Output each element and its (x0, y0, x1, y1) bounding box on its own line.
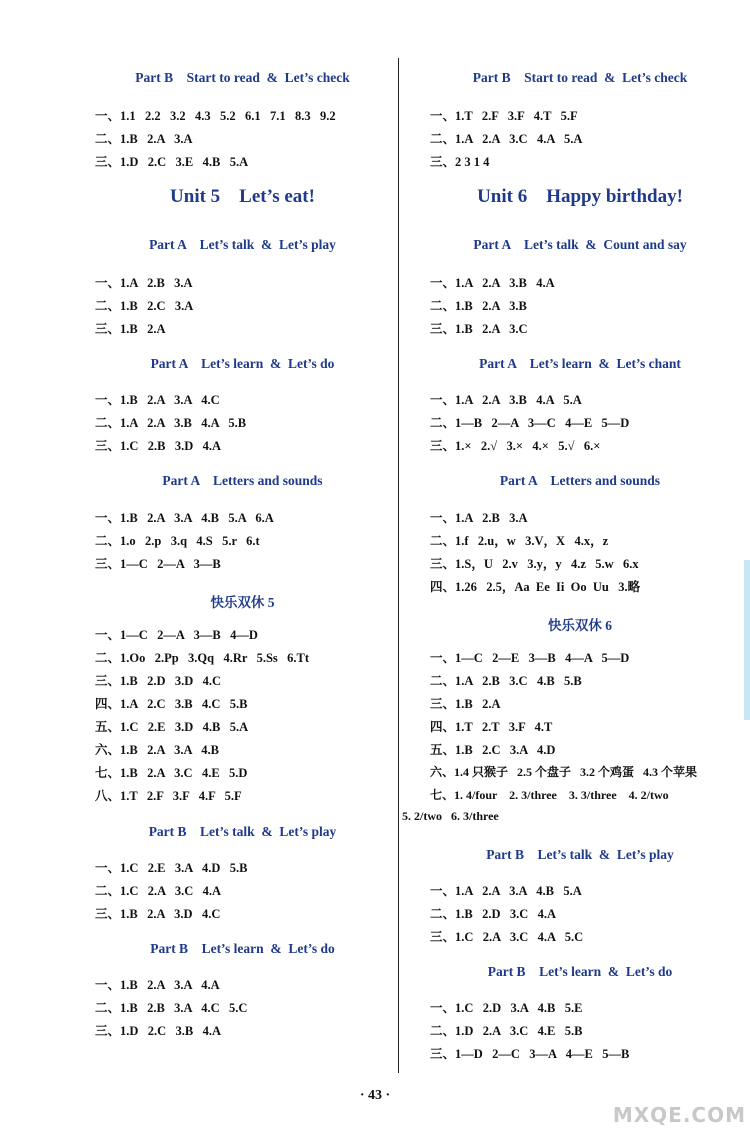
page-number: · 43 · (359, 1088, 391, 1103)
answer-line: 二、1.o 2.p 3.q 4.S 5.r 6.t (95, 534, 260, 548)
answer-line: 一、1.A 2.A 3.B 4.A 5.A (430, 393, 582, 407)
section-heading: Part A Letters and sounds (162, 473, 323, 488)
answer-line: 一、1.1 2.2 3.2 4.3 5.2 6.1 7.1 8.3 9.2 (95, 109, 336, 123)
answer-line: 三、1.B 2.D 3.D 4.C (95, 674, 222, 688)
answer-line: 二、1.B 2.B 3.A 4.C 5.C (95, 1001, 248, 1015)
answer-line: 一、1.A 2.B 3.A (95, 276, 193, 290)
scan-edge-strip (744, 560, 750, 720)
answer-line: 三、2 3 1 4 (430, 155, 490, 169)
section-heading: 快乐双休 5 (210, 595, 275, 610)
answer-line: 三、1.B 2.A (430, 697, 501, 711)
section-heading: Part B Start to read & Let’s check (135, 70, 350, 85)
section-heading: Part B Let’s learn & Let’s do (150, 941, 335, 956)
answer-line: 二、1.A 2.A 3.B 4.A 5.B (95, 416, 247, 430)
column-divider (398, 58, 399, 1073)
answer-line: 一、1.T 2.F 3.F 4.T 5.F (430, 109, 578, 123)
unit-title: Unit 5 Let’s eat! (170, 186, 315, 207)
answer-line: 一、1.A 2.A 3.B 4.A (430, 276, 555, 290)
answer-line: 三、1.C 2.B 3.D 4.A (95, 439, 222, 453)
answer-line: 二、1.B 2.A 3.B (430, 299, 527, 313)
answer-line: 二、1.A 2.A 3.C 4.A 5.A (430, 132, 583, 146)
answer-line: 二、1.B 2.D 3.C 4.A (430, 907, 557, 921)
answer-line: 一、1.B 2.A 3.A 4.B 5.A 6.A (95, 511, 274, 525)
answer-line: 二、1.Oo 2.Pp 3.Qq 4.Rr 5.Ss 6.Tt (95, 651, 310, 665)
answer-line: 六、1.B 2.A 3.A 4.B (95, 743, 219, 757)
answer-line: 三、1.D 2.C 3.E 4.B 5.A (95, 155, 249, 169)
answer-line: 四、1.26 2.5，Aa Ee Ii Oo Uu 3.略 (430, 580, 641, 594)
watermark-logo: MXQE.COM (612, 1103, 746, 1127)
answer-line: 一、1—C 2—E 3—B 4—A 5—D (430, 651, 630, 665)
section-heading: Part A Let’s learn & Let’s do (150, 356, 335, 371)
section-heading: Part B Let’s talk & Let’s play (486, 847, 674, 862)
answer-line: 一、1.B 2.A 3.A 4.C (95, 393, 220, 407)
answer-line: 三、1—D 2—C 3—A 4—E 5—B (430, 1047, 630, 1061)
answer-line: 三、1.B 2.A (95, 322, 166, 336)
section-heading: Part B Let’s talk & Let’s play (148, 824, 337, 839)
section-heading: Part A Letters and sounds (499, 473, 661, 488)
answer-line: 一、1—C 2—A 3—B 4—D (95, 628, 258, 642)
answer-line: 一、1.C 2.E 3.A 4.D 5.B (95, 861, 248, 875)
section-heading: Part A Let’s learn & Let’s chant (479, 356, 681, 371)
answer-line: 一、1.B 2.A 3.A 4.A (95, 978, 220, 992)
section-heading: Part B Start to read & Let’s check (472, 70, 688, 85)
answer-line: 三、1.× 2.√ 3.× 4.× 5.√ 6.× (430, 439, 601, 453)
section-heading: Part A Let’s talk & Let’s play (149, 237, 336, 252)
section-heading: Part B Let’s learn & Let’s do (487, 964, 673, 979)
answer-line: 四、1.T 2.T 3.F 4.T (430, 720, 553, 734)
answer-line: 三、1.C 2.A 3.C 4.A 5.C (430, 930, 584, 944)
answer-line: 5. 2/two 6. 3/three (402, 809, 499, 823)
answer-line: 五、1.C 2.E 3.D 4.B 5.A (95, 720, 249, 734)
answer-line: 二、1.D 2.A 3.C 4.E 5.B (430, 1024, 583, 1038)
answer-line: 三、1.S，U 2.v 3.y，y 4.z 5.w 6.x (430, 557, 639, 571)
answer-line: 五、1.B 2.C 3.A 4.D (430, 743, 556, 757)
answer-line: 四、1.A 2.C 3.B 4.C 5.B (95, 697, 248, 711)
answer-line: 三、1.B 2.A 3.D 4.C (95, 907, 221, 921)
answer-line: 一、1.A 2.A 3.A 4.B 5.A (430, 884, 582, 898)
unit-title: Unit 6 Happy birthday! (477, 186, 683, 207)
section-heading: 快乐双休 6 (547, 618, 613, 633)
answer-line: 三、1—C 2—A 3—B (95, 557, 221, 571)
answer-line: 二、1—B 2—A 3—C 4—E 5—D (430, 416, 630, 430)
answer-line: 二、1.B 2.C 3.A (95, 299, 194, 313)
answer-line: 七、1. 4/four 2. 3/three 3. 3/three 4. 2/two (430, 788, 669, 802)
answer-line: 七、1.B 2.A 3.C 4.E 5.D (95, 766, 248, 780)
section-heading: Part A Let’s talk & Count and say (473, 237, 687, 252)
answer-line: 六、1.4 只猴子 2.5 个盘子 3.2 个鸡蛋 4.3 个苹果 (430, 765, 698, 779)
answer-line: 三、1.B 2.A 3.C (430, 322, 528, 336)
answer-line: 二、1.C 2.A 3.C 4.A (95, 884, 222, 898)
answer-line: 二、1.f 2.u，w 3.V，X 4.x，z (430, 534, 609, 548)
answer-line: 一、1.C 2.D 3.A 4.B 5.E (430, 1001, 583, 1015)
answer-line: 三、1.D 2.C 3.B 4.A (95, 1024, 222, 1038)
answer-line: 八、1.T 2.F 3.F 4.F 5.F (95, 789, 242, 803)
answer-line: 二、1.B 2.A 3.A (95, 132, 193, 146)
answer-line: 二、1.A 2.B 3.C 4.B 5.B (430, 674, 582, 688)
answer-line: 一、1.A 2.B 3.A (430, 511, 528, 525)
